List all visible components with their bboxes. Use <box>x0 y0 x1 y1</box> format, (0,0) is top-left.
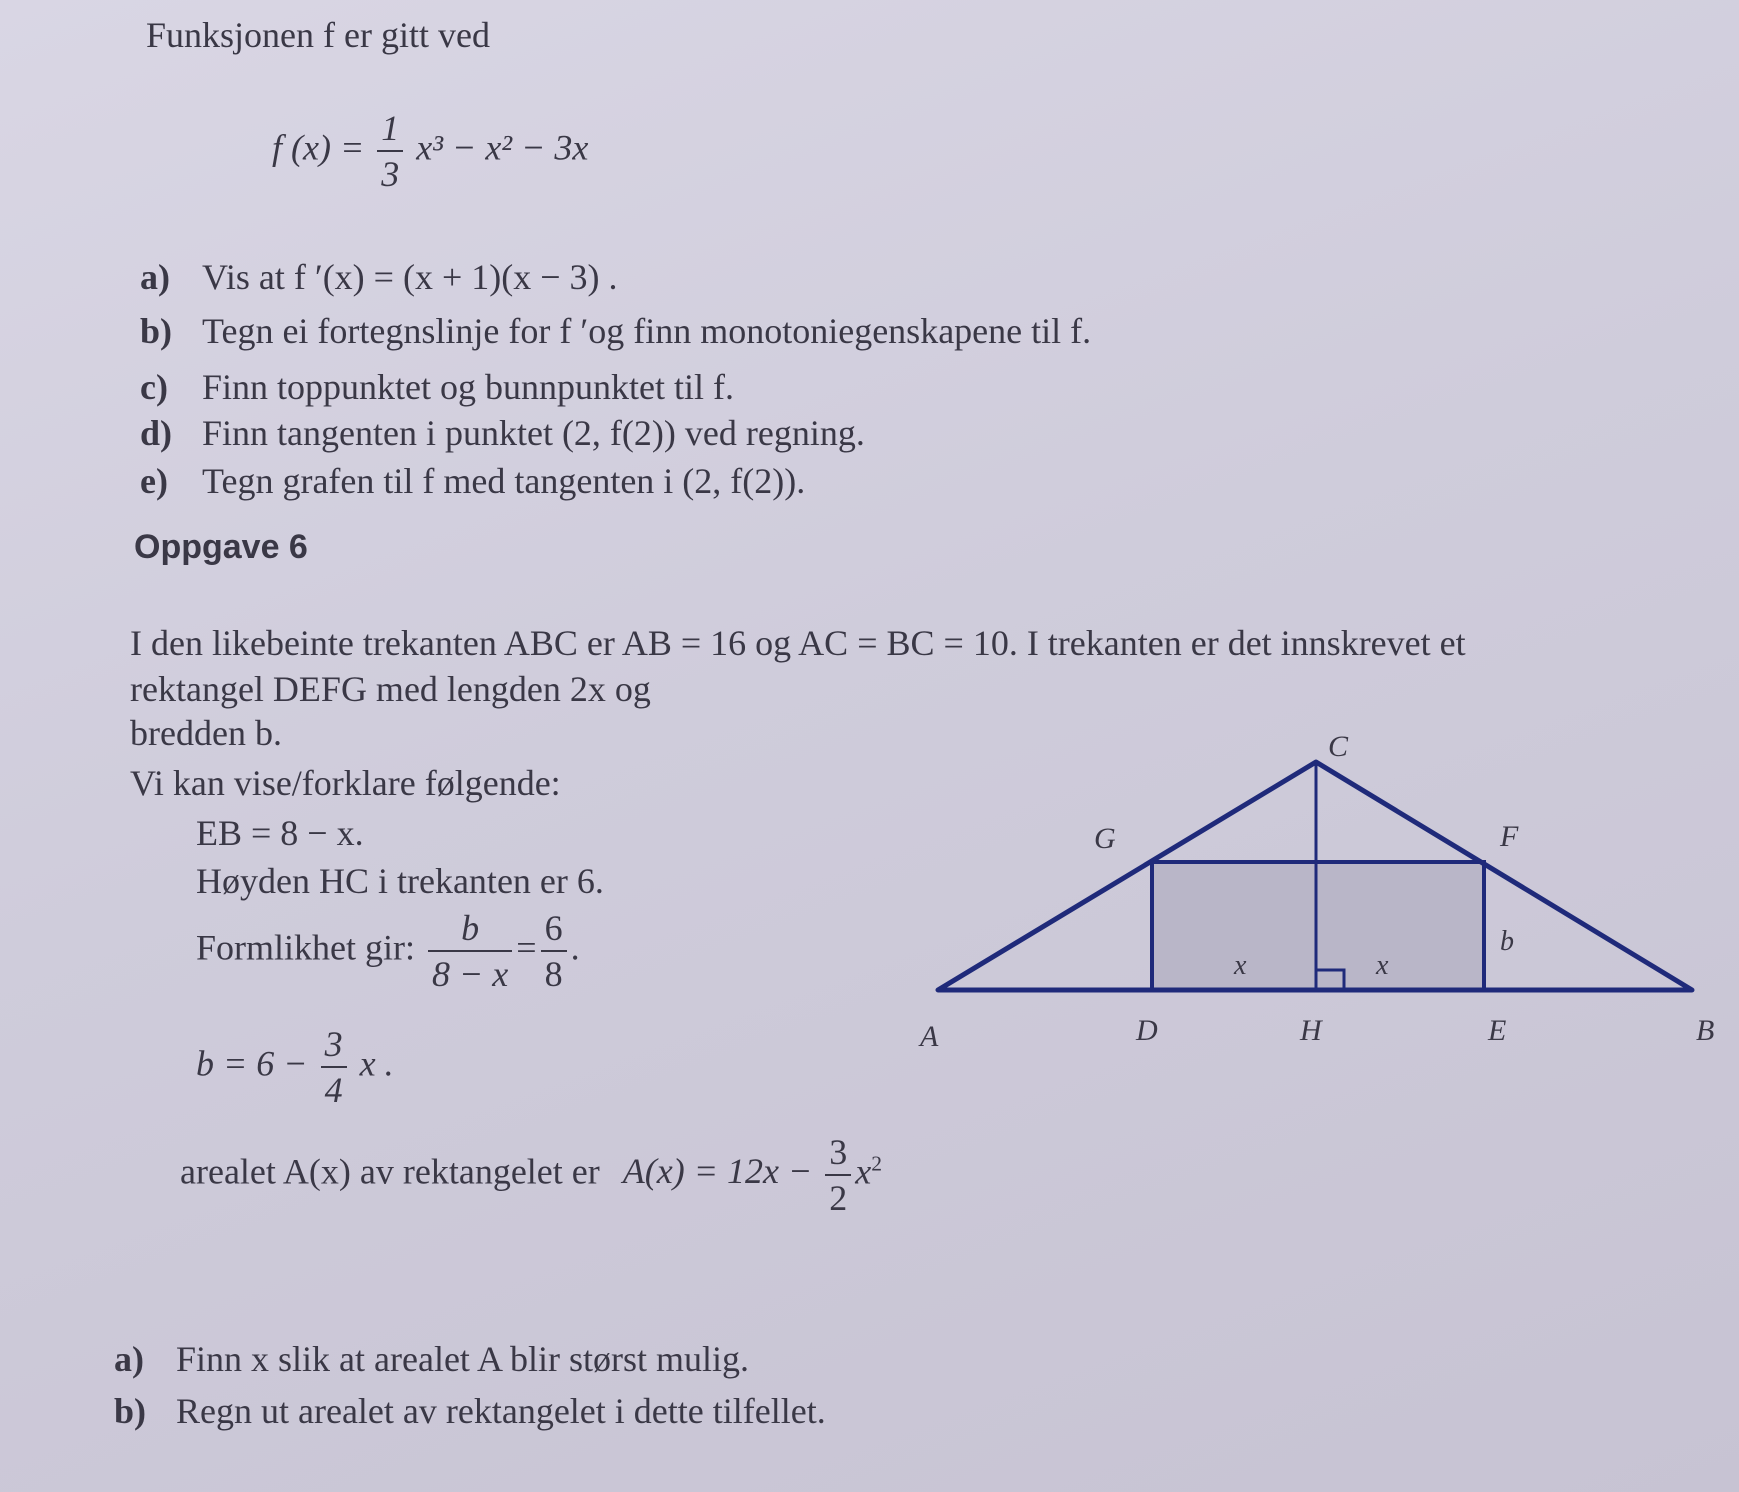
b-frac-num: 3 <box>324 1024 343 1064</box>
formula-frac-den: 3 <box>377 150 403 192</box>
b-lhs: b = 6 − <box>196 1043 308 1084</box>
prev-item-b-text: Tegn ei fortegnslinje for f ′og finn monotoniegenskapene til f. <box>202 311 1092 351</box>
task6-para-line1: I den likebeinte trekanten ABC er AB = 16 og AC = BC = 10. I trekanten er det innskrevet et <box>130 623 1466 663</box>
prev-task-intro: Funksjonen f er gitt ved <box>146 15 490 55</box>
label-h: H <box>1300 1014 1322 1047</box>
prev-item-c-text: Finn toppunktet og bunnpunktet til f. <box>202 367 734 407</box>
area-frac-num: 3 <box>829 1132 848 1172</box>
question-a-label: a) <box>114 1339 144 1379</box>
similarity-label: Formlikhet gir: <box>196 927 415 968</box>
similarity-frac2-num: 6 <box>544 908 563 948</box>
similarity-frac1-den: 8 − x <box>428 950 512 992</box>
label-d: D <box>1136 1014 1158 1047</box>
area-text: arealet A(x) av rektangelet er <box>180 1151 600 1192</box>
task6-para-line4: Vi kan vise/forklare følgende: <box>130 763 561 803</box>
similarity-end: . <box>570 927 580 968</box>
label-b-vertex: B <box>1696 1014 1715 1047</box>
prev-item-c-label: c) <box>140 367 168 407</box>
b-frac-den: 4 <box>321 1066 347 1108</box>
prev-item-d-text: Finn tangenten i punktet (2, f(2)) ved regning. <box>202 413 865 453</box>
question-b-label: b) <box>114 1391 147 1431</box>
area-exponent: 2 <box>871 1151 883 1176</box>
formula-lhs: f (x) = <box>272 127 365 168</box>
prev-item-a-label: a) <box>140 257 170 297</box>
similarity-frac1-num: b <box>461 908 480 948</box>
label-a: A <box>920 1020 939 1053</box>
prev-item-b-label: b) <box>140 311 173 351</box>
task6-para-line3: bredden b. <box>130 713 282 753</box>
label-e: E <box>1488 1014 1507 1047</box>
label-x-right: x <box>1376 950 1389 981</box>
area-lhs: A(x) = 12x − <box>622 1151 813 1192</box>
label-g: G <box>1094 822 1116 855</box>
b-rhs: x . <box>359 1043 394 1084</box>
task6-heading: Oppgave 6 <box>134 528 308 566</box>
label-f: F <box>1500 820 1519 853</box>
task6-eb: EB = 8 − x. <box>196 813 364 853</box>
question-a-text: Finn x slik at arealet A blir størst mulig. <box>176 1339 749 1379</box>
similarity-eq: = <box>516 927 537 968</box>
prev-item-e-label: e) <box>140 461 168 501</box>
formula-frac-num: 1 <box>381 108 400 148</box>
label-b: b <box>1500 926 1514 957</box>
similarity-frac2-den: 8 <box>541 950 567 992</box>
question-b-text: Regn ut arealet av rektangelet i dette tilfellet. <box>176 1391 826 1431</box>
prev-item-a-text: Vis at f ′(x) = (x + 1)(x − 3) . <box>202 257 618 297</box>
task6-height: Høyden HC i trekanten er 6. <box>196 861 604 901</box>
formula-rhs: x³ − x² − 3x <box>416 127 589 168</box>
prev-item-e-text: Tegn grafen til f med tangenten i (2, f(2)). <box>202 461 806 501</box>
area-frac-den: 2 <box>825 1174 851 1216</box>
area-rhs: x <box>855 1151 872 1192</box>
label-c: C <box>1328 730 1349 763</box>
task6-para-line2: rektangel DEFG med lengden 2x og <box>130 669 651 709</box>
label-x-left: x <box>1234 950 1247 981</box>
prev-item-d-label: d) <box>140 413 173 453</box>
